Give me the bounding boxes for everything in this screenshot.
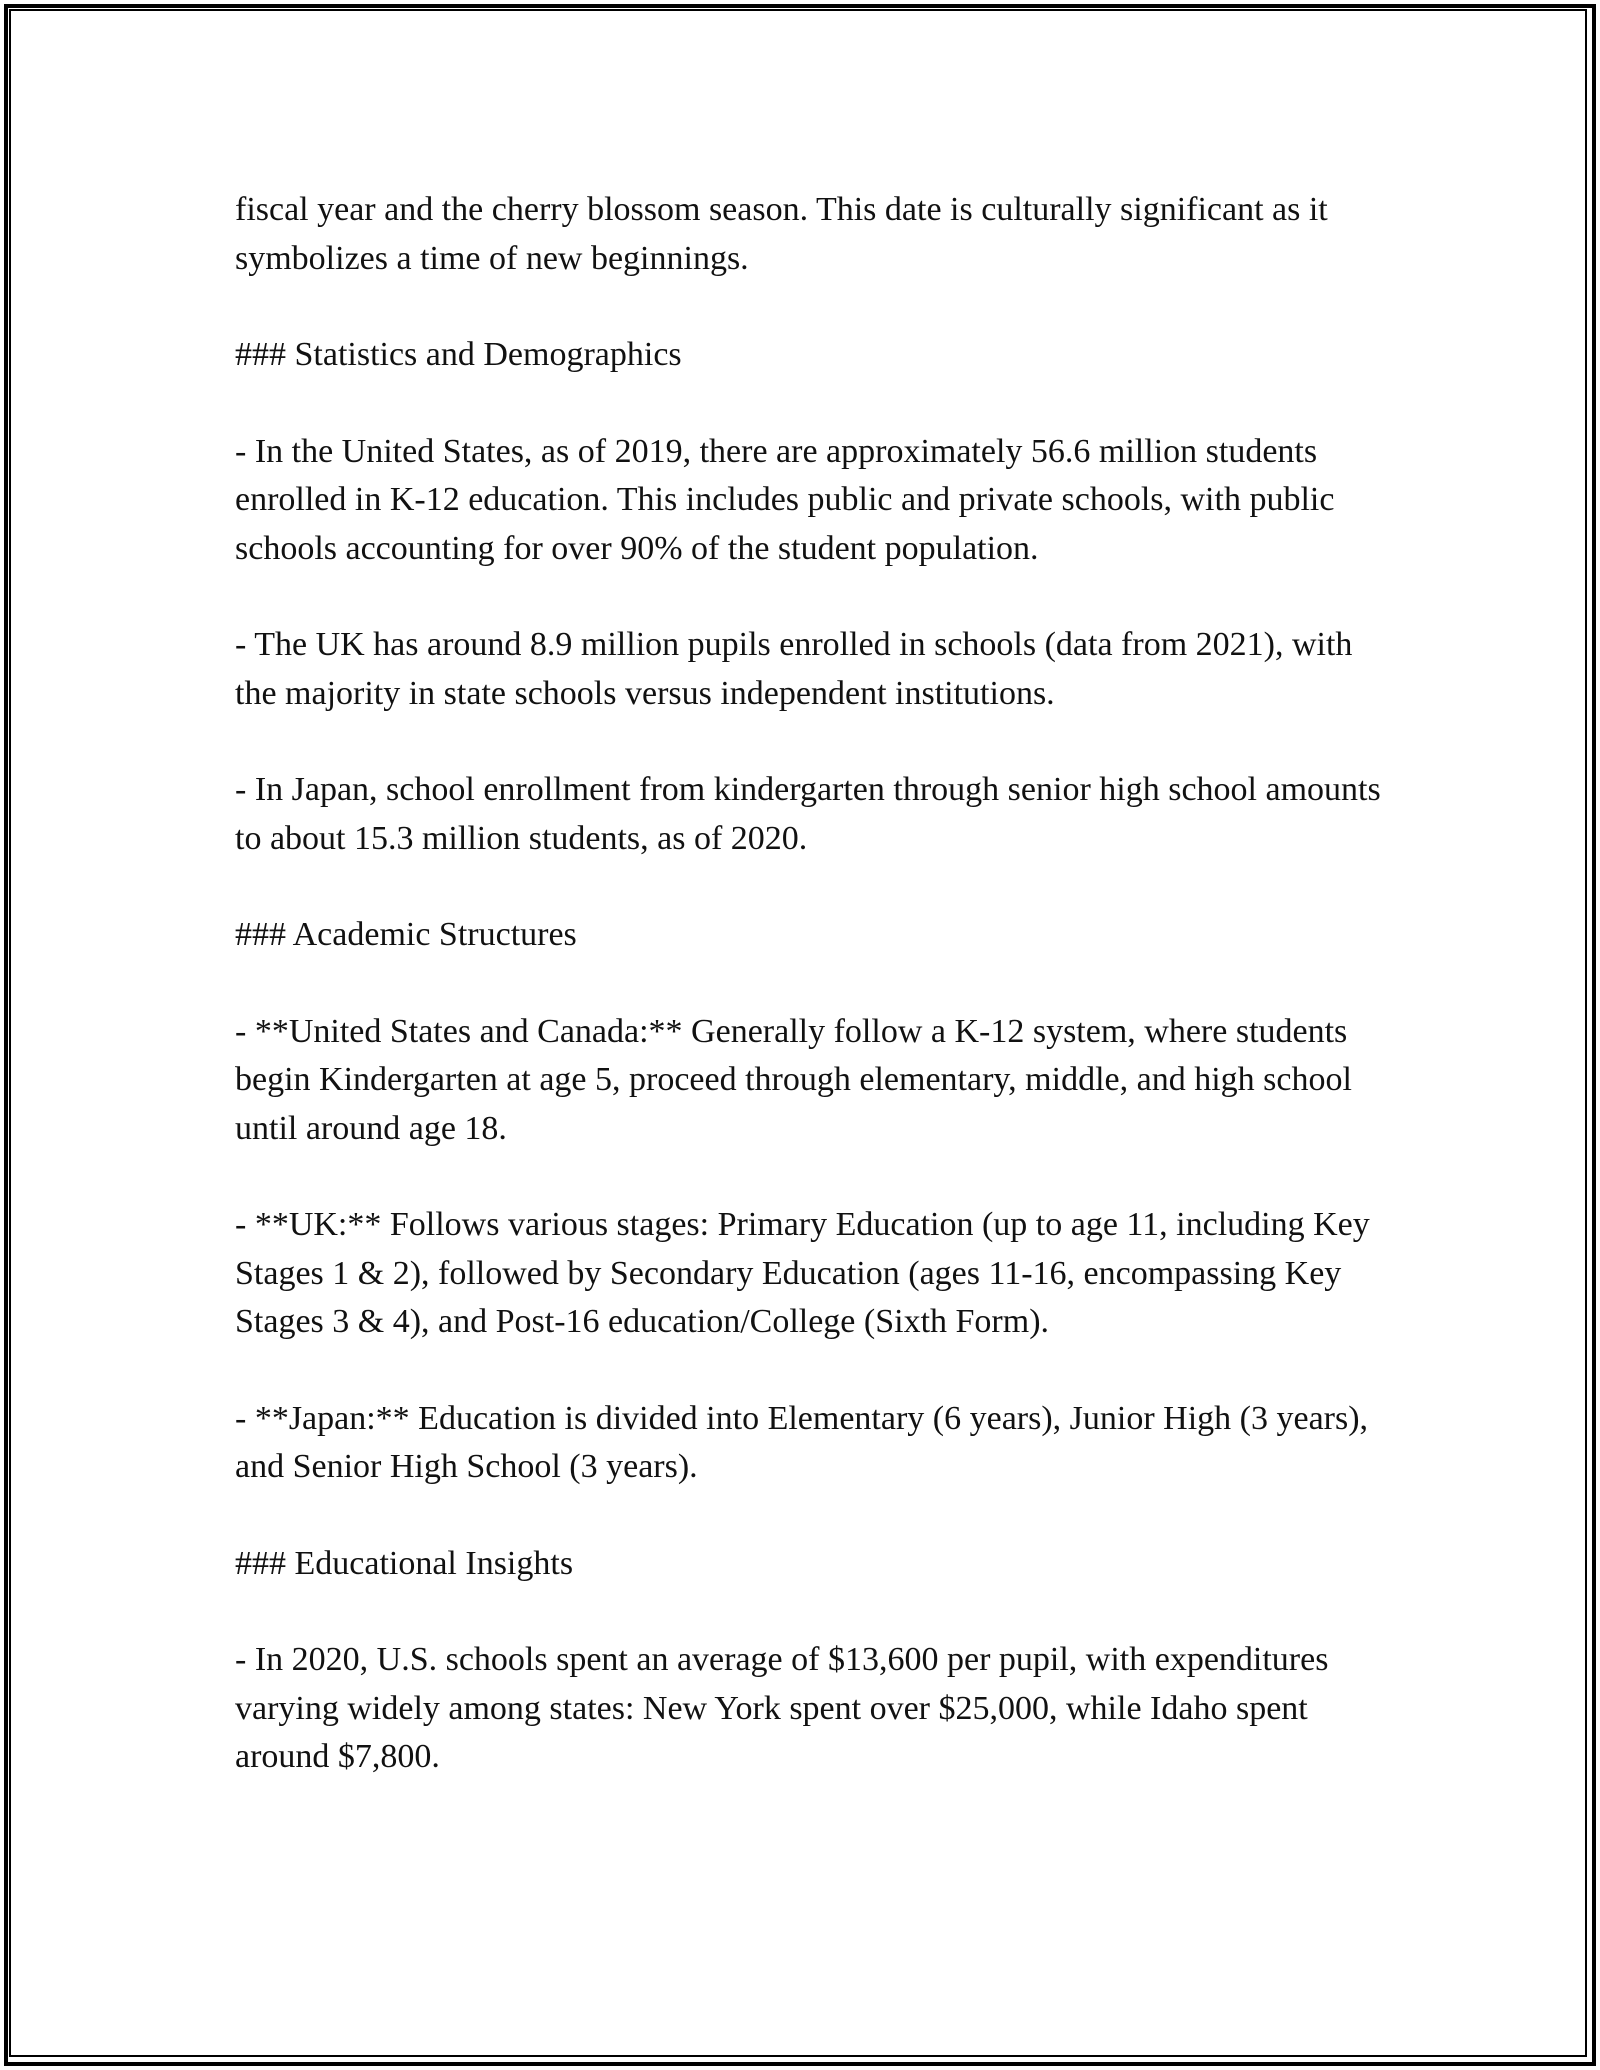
list-item-japan-enrollment: - In Japan, school enrollment from kindergarten through senior high school amounts to about 15.3 million students, as of 2020. bbox=[235, 771, 1381, 857]
list-item-us-enrollment: - In the United States, as of 2019, there are approximately 56.6 million students enrolled in K-12 education. This includes public and private schools, with public schools accounting for over 90% of the student population. bbox=[235, 432, 1335, 567]
list-item-us-canada-structure: - **United States and Canada:** Generally follow a K-12 system, where students begin Kindergarten at age 5, proceed through elementary, middle, and high school until around age 18. bbox=[235, 1012, 1352, 1147]
list-item-uk-enrollment: - The UK has around 8.9 million pupils enrolled in schools (data from 2021), with the majority in state schools versus independent institutions. bbox=[235, 626, 1353, 712]
list-item-japan-structure: - **Japan:** Education is divided into Elementary (6 years), Junior High (3 years), and Senior High School (3 years). bbox=[235, 1399, 1369, 1485]
heading-academic-structures: ### Academic Structures bbox=[235, 916, 577, 953]
heading-statistics-demographics: ### Statistics and Demographics bbox=[235, 336, 682, 373]
heading-educational-insights: ### Educational Insights bbox=[235, 1544, 574, 1582]
document-body bbox=[235, 186, 1395, 1782]
list-item-us-spending: - In 2020, U.S. schools spent an average of $13,600 per pupil, with expenditures varying widely among states: New York spent over $25,000, while Idaho spent around $7,800. bbox=[235, 1641, 1329, 1775]
paragraph-intro-continuation: fiscal year and the cherry blossom season. This date is culturally significant as it symbolizes a time of new beginnings. bbox=[235, 191, 1328, 277]
list-item-uk-structure: - **UK:** Follows various stages: Primary Education (up to age 11, including Key Stages 1 & 2), followed by Secondary Education (ages 11-16, encompassing Key Stages 3 & 4), and Post-16 education/College (Sixth Form). bbox=[235, 1206, 1370, 1340]
